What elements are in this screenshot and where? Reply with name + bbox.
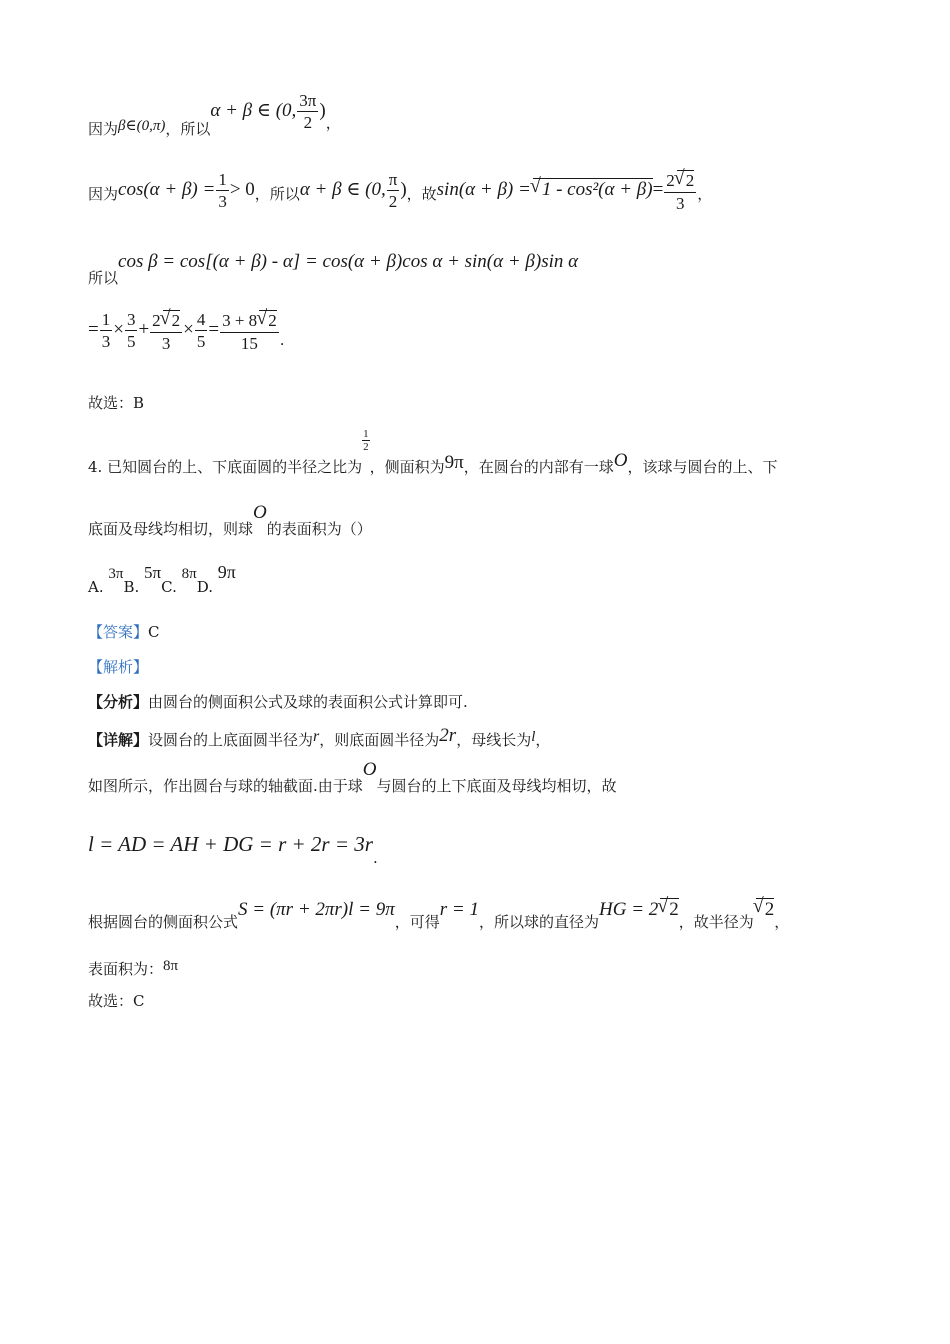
line-beta-range: [88, 91, 341, 138]
denominator: 3: [676, 193, 685, 213]
math: 8π: [163, 958, 179, 974]
question-4-line2: [88, 502, 372, 538]
denominator: 2: [363, 441, 369, 454]
text: ，: [325, 113, 341, 132]
denominator: 5: [196, 332, 206, 352]
num-part: 2: [666, 171, 675, 190]
text: ，该球与圆台的上、下: [627, 458, 778, 477]
answer-label: 【答案】: [88, 623, 149, 641]
math: β∈(0,π): [118, 117, 166, 134]
answer-value: C: [148, 623, 160, 641]
fraction: [387, 171, 400, 211]
sqrt: √ 2: [660, 898, 679, 921]
line-cos-beta: [88, 251, 579, 287]
num-part: 2: [152, 311, 161, 330]
text: ，可得: [394, 913, 440, 931]
math: O: [253, 502, 267, 523]
numerator: π: [388, 170, 398, 190]
choice-b: 故选：B: [88, 394, 145, 412]
fraction: [216, 171, 229, 211]
text: ，: [774, 913, 790, 931]
choice-c: 故选：C: [88, 992, 145, 1010]
denominator: 3: [101, 332, 111, 352]
text: 因为: [88, 119, 119, 138]
option-b-label: B.: [123, 578, 140, 596]
math: cos β = cos[(α + β) - α] = cos(α + β)cos α + sin(α + β)sin α: [118, 251, 579, 272]
math: cos(α + β) =: [118, 179, 216, 201]
math: =: [652, 179, 664, 201]
sqrt: √ 1 - cos²(α + β): [533, 178, 653, 201]
area-line: [88, 898, 790, 931]
text: 设圆台的上底面圆半径为: [148, 731, 314, 749]
text: 根据圆台的侧面积公式: [88, 913, 239, 931]
math: α + β ∈ (0,: [299, 179, 386, 201]
denominator: 3: [161, 333, 171, 353]
sqrt: √ 2: [756, 898, 775, 921]
math: sin(α + β) =: [436, 179, 531, 201]
math: l = AD = AH + DG = r + 2r = 3r: [88, 832, 373, 856]
fenxi-line: [88, 695, 468, 710]
fraction: [150, 310, 182, 352]
math: S = (πr + 2πr)l = 9π: [238, 899, 395, 920]
numerator: 3π: [299, 91, 317, 110]
text: ，故: [406, 185, 437, 204]
text: ，所以: [165, 119, 211, 138]
math: ×: [183, 319, 194, 341]
text: 表面积为：: [88, 960, 164, 978]
text: 如图所示，作出圆台与球的轴截面.由于球: [88, 777, 363, 795]
option-a-label: A.: [88, 578, 104, 596]
numerator: 4: [196, 310, 206, 330]
denominator: 5: [126, 332, 136, 352]
xiangjie-label: 【详解】: [88, 731, 149, 749]
text: .: [279, 331, 285, 350]
numerator: 1: [218, 170, 227, 190]
math: ×: [113, 319, 124, 341]
text: ，侧面积为: [369, 458, 445, 477]
numerator: 1: [363, 428, 369, 440]
math: 2r: [439, 725, 457, 746]
math: =: [88, 319, 99, 341]
text: .: [372, 849, 378, 867]
options: [88, 562, 236, 596]
fraction: [664, 170, 696, 212]
answer-line: [88, 625, 160, 640]
sqrt: √ 2: [677, 170, 695, 191]
fenxi-text: 由圆台的侧面积公式及球的表面积公式计算即可.: [148, 693, 468, 711]
math: r: [313, 728, 320, 745]
text: ，母线长为: [456, 731, 532, 749]
ratio-fraction: [362, 428, 370, 453]
math: > 0: [229, 179, 255, 201]
text: 所以: [88, 269, 119, 287]
math: =: [208, 319, 220, 341]
fraction: [195, 311, 208, 351]
text: ，所以球的直径为: [479, 913, 600, 931]
text: ，故半径为: [678, 913, 754, 931]
text: 4. 已知圆台的上、下底面圆的半径之比为: [88, 458, 363, 477]
denominator: 3: [218, 192, 227, 212]
text: ，在圆台的内部有一球: [463, 458, 614, 477]
text: 与圆台的上下底面及母线均相切，故: [376, 777, 617, 795]
math: O: [613, 450, 628, 472]
math: 9π: [444, 452, 464, 474]
denominator: 2: [303, 112, 313, 132]
option-d-label: D.: [196, 578, 213, 596]
surface-line: [88, 958, 179, 978]
analysis-label: 【解析】: [88, 658, 149, 676]
numerator: 3: [126, 310, 136, 330]
text: 因为: [88, 185, 119, 204]
math: l: [531, 729, 536, 745]
sqrt: √ 2: [259, 310, 277, 331]
option-b-value: 5π: [144, 563, 162, 582]
fraction: [297, 92, 318, 132]
fraction: [100, 311, 113, 351]
fraction: [125, 311, 138, 351]
option-c-label: C.: [161, 578, 177, 596]
option-d-value: 9π: [217, 562, 236, 582]
option-a-value: 3π: [108, 566, 124, 582]
denominator: 15: [240, 333, 258, 353]
equation-line: [88, 832, 378, 867]
text: 底面及母线均相切，则球: [88, 520, 254, 538]
math: ): [400, 179, 407, 201]
text: ，: [535, 731, 551, 749]
math: r = 1: [439, 899, 479, 920]
numerator: [220, 310, 279, 333]
num-part: 3 + 8: [222, 311, 258, 330]
figure-line: [88, 759, 617, 795]
fraction: [220, 310, 279, 352]
text: ，: [697, 185, 713, 204]
denominator: 2: [388, 192, 398, 212]
math: HG = 2: [599, 899, 659, 920]
math: O: [362, 759, 377, 780]
math: +: [138, 319, 150, 341]
text: 的表面积为（）: [266, 520, 372, 538]
text: ，所以: [254, 185, 300, 204]
line-computation: [88, 310, 284, 352]
numerator: [150, 310, 182, 333]
numerator: [664, 170, 696, 193]
xiangjie-line: [88, 725, 551, 749]
option-c-value: 8π: [181, 566, 197, 582]
line-cos-sin: [88, 170, 712, 212]
question-4-line1: [88, 428, 778, 477]
sqrt: √ 2: [163, 310, 181, 331]
text: ，则底面圆半径为: [319, 731, 440, 749]
math: α + β ∈ (0,: [210, 99, 297, 121]
analysis-line: [88, 660, 148, 675]
math: ): [319, 99, 326, 121]
fenxi-label: 【分析】: [88, 693, 149, 711]
numerator: 1: [101, 310, 111, 330]
